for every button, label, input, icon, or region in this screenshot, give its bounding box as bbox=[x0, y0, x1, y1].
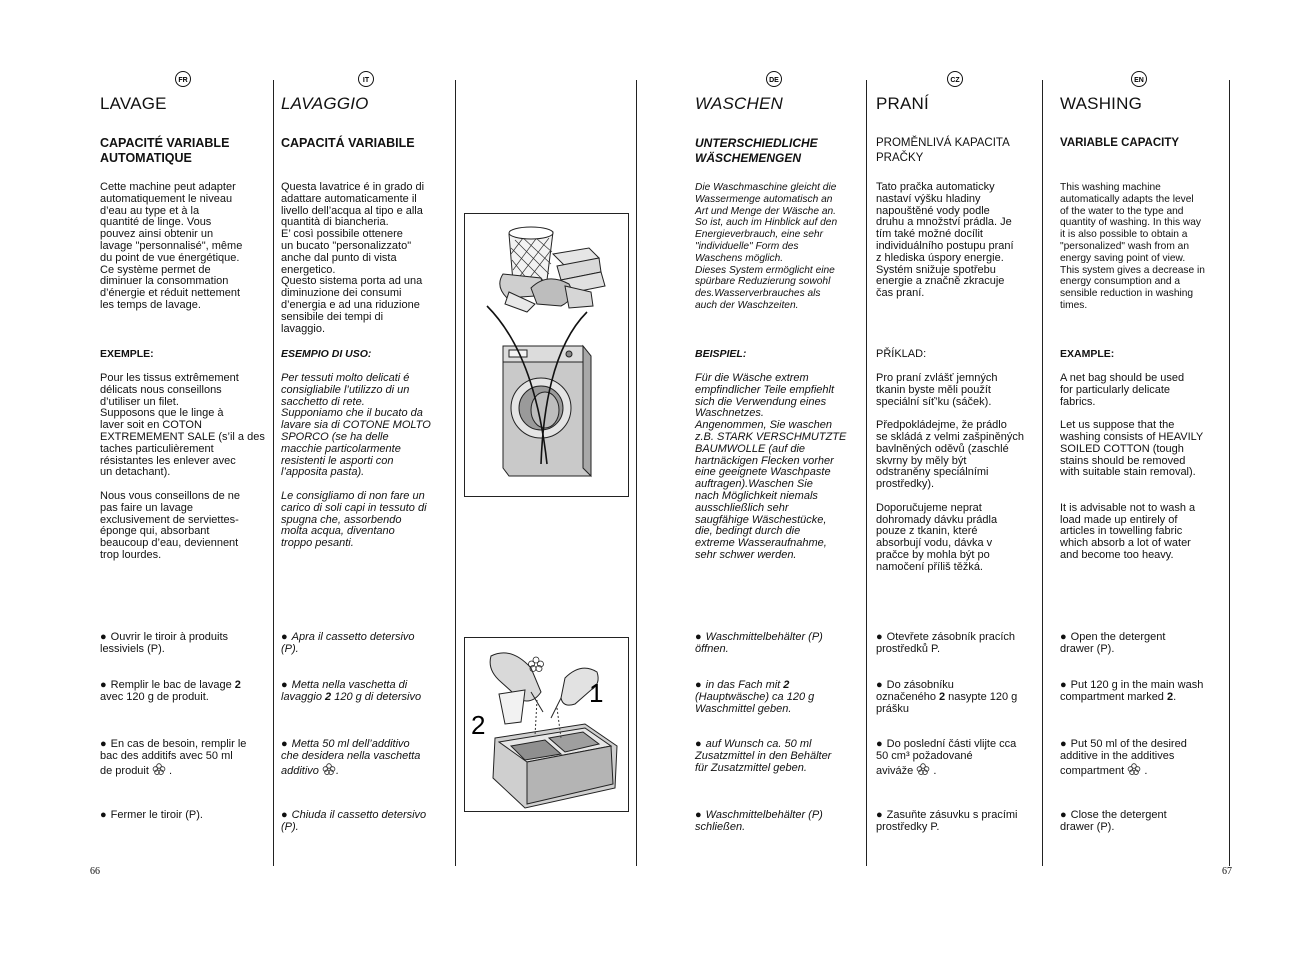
step-4: ● Chiuda il cassetto detersivo (P). bbox=[281, 810, 426, 834]
laundry-machine-figure bbox=[464, 213, 629, 497]
svg-text:DE: DE bbox=[769, 77, 779, 84]
step-1: ● Apra il cassetto detersivo (P). bbox=[281, 632, 415, 656]
intro-text: Cette machine peut adapter automatiquement le niveau d’eau au type et à la quantité de linge. Vous pouvez ainsi obtenir un lavage "personnalisé", même du point de vue énergétique. Ce système permet de diminuer la consommation d’énergie et réduit nettement les temps de lavage. bbox=[100, 181, 243, 311]
column-divider bbox=[273, 80, 274, 866]
column-divider bbox=[1042, 80, 1043, 866]
step-3: ● En cas de besoin, remplir le bac des additifs avec 50 ml de produit . bbox=[100, 739, 246, 778]
additive-flower-icon bbox=[916, 763, 930, 779]
step-2: ● Put 120 g in the main wash compartment marked 2. bbox=[1060, 680, 1203, 704]
intro-text: Questa lavatrice é in grado di adattare automaticamente il livello dell’acqua al tipo e alla quantità di biancheria. E’ così possibile ottenere un bucato "personalizzato" anche dal punto di vista energetico. Questo sistema porta ad una diminuzione dei consumi d’energia e ad una riduzione sensibile dei tempi di lavaggio. bbox=[281, 181, 425, 335]
page-title: WASHING bbox=[1060, 94, 1142, 113]
step-4: ● Waschmittelbehälter (P) schließen. bbox=[695, 810, 823, 834]
svg-text:CZ: CZ bbox=[950, 77, 960, 84]
section-heading: UNTERSCHIEDLICHE WÄSCHEMENGEN bbox=[695, 136, 818, 165]
flag-en-icon bbox=[1130, 70, 1148, 88]
flag-de-icon bbox=[765, 70, 783, 88]
compartment-1-label: 1 bbox=[589, 678, 604, 708]
page-title: LAVAGE bbox=[100, 94, 167, 113]
section-heading: PROMĚNLIVÁ KAPACITA PRAČKY bbox=[876, 137, 1010, 164]
step-1: ● Waschmittelbehälter (P) öffnen. bbox=[695, 632, 823, 656]
step-2: ● Metta nella vaschetta di lavaggio 2 120 g di detersivo bbox=[281, 680, 421, 704]
step-2: ● Remplir le bac de lavage 2 avec 120 g de produit. bbox=[100, 680, 241, 704]
step-1: ● Ouvrir le tiroir à produits lessiviels (P). bbox=[100, 632, 228, 656]
step-3: ● Do poslední části vlijte cca 50 cm³ požadované aviváže . bbox=[876, 739, 1016, 778]
svg-text:FR: FR bbox=[178, 77, 188, 84]
example-text: Pro praní zvlášť jemných tkanin byste měli použít speciální síť’ku (sáček). Předpokládejme, že prádlo se skládá z velmi zašpiněných bavlněných oděvů (zaschlé skvrny by měly být odstraněny speciálními prostředky). Doporučujeme neprat dohromady dávku prádla pouze z tkanin, které absorbují vodu, dávka v pračce by mohla být po namočení příliš těžká. bbox=[876, 372, 1024, 573]
example-text: Per tessuti molto delicati é consigliabile l’utilizzo di un sacchetto di rete. Supponiamo che il bucato da lavare sia di COTONE MOLTO SPORCO (se ha delle macchie particolarmente resistenti le asporti con l’apposita pasta). Le consigliamo di non fare un carico di soli capi in tessuto di spugna che, assorbendo molta acqua, diventano troppo pesanti. bbox=[281, 372, 431, 550]
svg-text:IT: IT bbox=[362, 77, 370, 84]
detergent-drawer-figure bbox=[464, 637, 629, 812]
step-3: ● auf Wunsch ca. 50 ml Zusatzmittel in den Behälter für Zusatzmittel geben. bbox=[695, 739, 831, 774]
additive-flower-icon bbox=[1127, 763, 1141, 779]
step-1: ● Open the detergent drawer (P). bbox=[1060, 632, 1165, 656]
step-2: ● Do zásobníku označeného 2 nasypte 120 g prášku bbox=[876, 680, 1017, 715]
page-title: WASCHEN bbox=[695, 94, 783, 113]
step-1: ● Otevřete zásobník pracích prostředků P. bbox=[876, 632, 1015, 656]
step-4: ● Fermer le tiroir (P). bbox=[100, 810, 203, 822]
step-3: ● Metta 50 ml dell’additivo che desidera nella vaschetta additivo . bbox=[281, 739, 420, 778]
column-divider bbox=[1229, 80, 1230, 866]
intro-text: Die Waschmaschine gleicht die Wassermenge automatisch an Art und Menge der Wäsche an. So ist, auch im Hinblick auf den Energieverbrauch, eine sehr "individuelle" Form des Waschens möglich. Dieses System ermöglicht eine spürbare Reduzierung sowohl des.Wasserverbrauches als auch der Waschzeiten. bbox=[695, 182, 838, 311]
svg-text:EN: EN bbox=[1134, 77, 1144, 84]
intro-text: Tato pračka automaticky nastaví výšku hladiny napouštěné vody podle druhu a množství prádla. Je tím také možné docílit individuálního postupu praní z hlediska úspory energie. Systém snižuje spotřebu energie a značně zkracuje čas praní. bbox=[876, 181, 1014, 300]
flag-cz-icon bbox=[946, 70, 964, 88]
additive-flower-icon bbox=[152, 763, 166, 779]
section-heading: CAPACITÁ VARIABILE bbox=[281, 136, 415, 150]
example-label: ESEMPIO DI USO: bbox=[281, 348, 372, 360]
example-text: Für die Wäsche extrem empfindlicher Teile empfiehlt sich die Verwendung eines Waschnetzes. Angenommen, Sie waschen z.B. STARK VERSCHMUTZTE BAUMWOLLE (auf die hartnäckigen Flecken vorher eine geeignete Waschpaste auftragen).Waschen Sie nach Möglichkeit niemals ausschließlich sehr saugfähige Wäschestücke, die, bedingt durch die extreme Wasseraufnahme, sehr schwer werden. bbox=[695, 372, 847, 561]
step-3: ● Put 50 ml of the desired additive in the additives compartment . bbox=[1060, 739, 1187, 778]
example-text: A net bag should be used for particularly delicate fabrics. Let us suppose that the washing consists of HEAVILY SOILED COTTON (tough stains should be removed with suitable stain removal). It is advisable not to wash a load made up entirely of articles in towelling fabric which absorb a lot of water and become too heavy. bbox=[1060, 372, 1204, 561]
page-title: LAVAGGIO bbox=[281, 94, 369, 113]
compartment-2-label: 2 bbox=[471, 710, 486, 740]
intro-text: This washing machine automatically adapts the level of the water to the type and quantity of washing. In this way it is also possible to obtain a "personalized" wash from an energy saving point of view. This system gives a decrease in energy consumption and a sensible reduction in washing times. bbox=[1060, 182, 1205, 311]
example-label: BEISPIEL: bbox=[695, 348, 747, 360]
flag-fr-icon bbox=[174, 70, 192, 88]
column-divider bbox=[636, 80, 637, 866]
step-4: ● Zasuňte zásuvku s pracími prostředky P. bbox=[876, 810, 1018, 834]
page-title: PRANÍ bbox=[876, 94, 929, 113]
detergent-drawer-illustration bbox=[465, 638, 628, 811]
step-4: ● Close the detergent drawer (P). bbox=[1060, 810, 1167, 834]
section-heading: VARIABLE CAPACITY bbox=[1060, 137, 1180, 149]
step-2: ● in das Fach mit 2 (Hauptwäsche) ca 120 g Waschmittel geben. bbox=[695, 680, 814, 715]
flag-it-icon bbox=[357, 70, 375, 88]
column-divider bbox=[866, 80, 867, 866]
page-number-right: 67 bbox=[1222, 866, 1232, 877]
example-label: EXEMPLE: bbox=[100, 348, 154, 360]
example-text: Pour les tissus extrêmement délicats nous conseillons d’utiliser un filet. Supposons que le linge à laver soit en COTON EXTREMEMENT SALE (s’il a des taches particulièrement résistantes les enlever avec un detachant). Nous vous conseillons de ne pas faire un lavage exclusivement de serviettes- éponge qui, absorbant beaucoup d’eau, deviennent trop lourdes. bbox=[100, 372, 265, 561]
washing-machine-laundry-illustration bbox=[465, 214, 628, 496]
additive-flower-icon bbox=[322, 763, 336, 779]
example-label: EXAMPLE: bbox=[1060, 348, 1115, 360]
section-heading: CAPACITÉ VARIABLE AUTOMATIQUE bbox=[100, 136, 230, 165]
page-number-left: 66 bbox=[90, 866, 100, 877]
example-label: PŘÍKLAD: bbox=[876, 348, 927, 360]
column-divider bbox=[455, 80, 456, 866]
